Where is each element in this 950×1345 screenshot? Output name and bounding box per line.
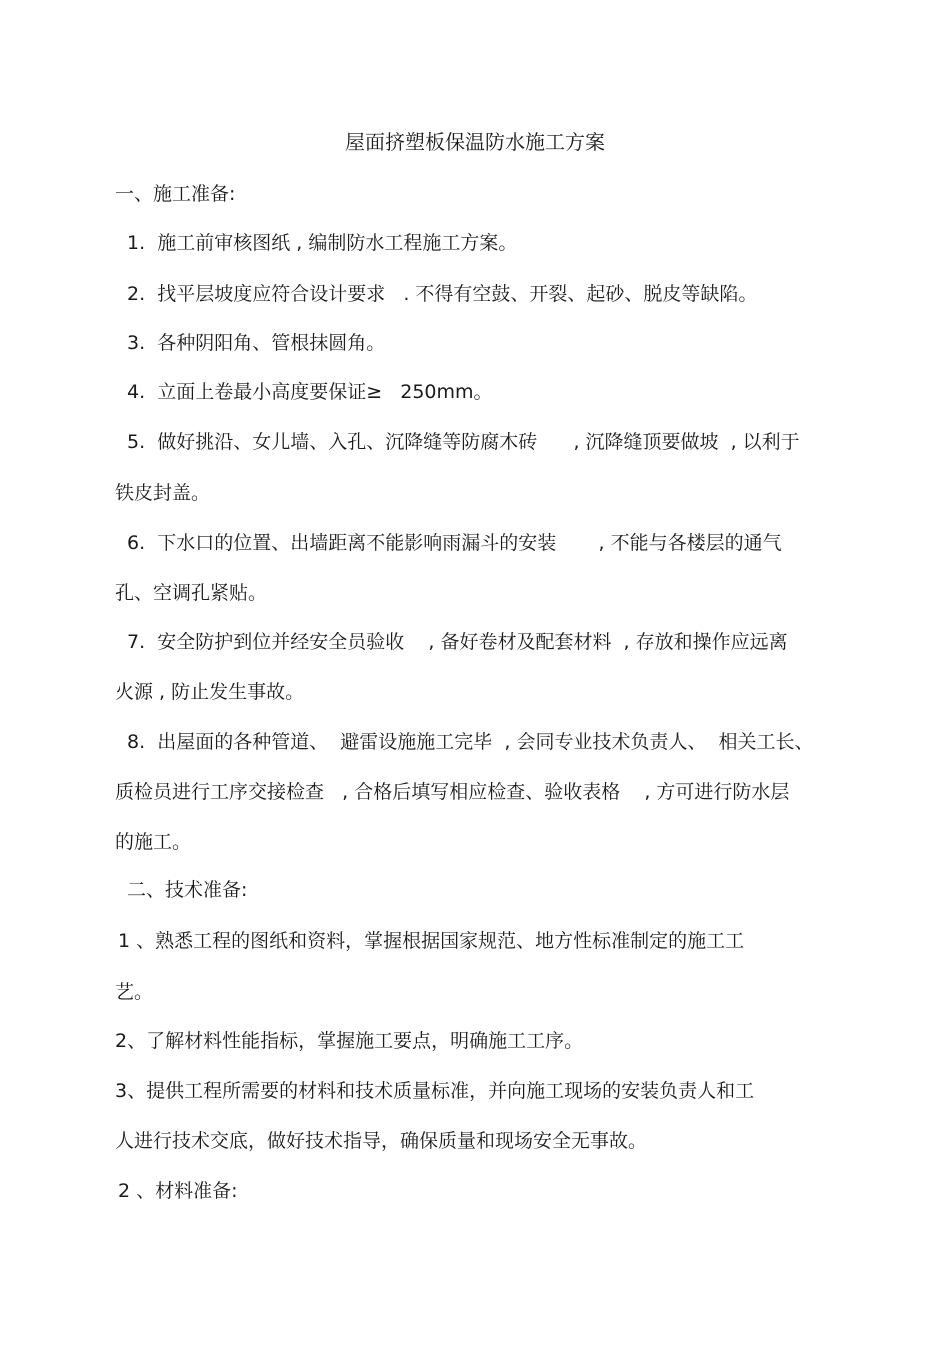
list-item: 5. 做好挑沿、女儿墙、入孔、沉降缝等防腐木砖 , 沉降缝顶要做坡 , 以利于	[127, 431, 800, 453]
section-heading-technical-prep: 二、技术准备:	[127, 879, 248, 901]
list-item-continuation: 火源 , 防止发生事故。	[115, 681, 305, 703]
list-item: 2. 找平层坡度应符合设计要求 . 不得有空鼓、开裂、起砂、脱皮等缺陷。	[127, 283, 758, 305]
list-item: 6. 下水口的位置、出墙距离不能影响雨漏斗的安装 , 不能与各楼层的通气	[127, 532, 782, 554]
list-item: 8. 出屋面的各种管道、 避雷设施施工完毕 , 会同专业技术负责人、 相关工长、	[127, 731, 814, 753]
list-item: 2、了解材料性能指标，掌握施工要点，明确施工工序。	[115, 1030, 584, 1052]
list-item: 3、提供工程所需要的材料和技术质量标准，并向施工现场的安装负责人和工	[115, 1080, 755, 1102]
list-item-continuation: 的施工。	[115, 831, 192, 853]
list-item-continuation: 铁皮封盖。	[115, 482, 211, 504]
page-title: 屋面挤塑板保温防水施工方案	[345, 130, 605, 154]
list-item: 1 、熟悉工程的图纸和资料，掌握根据国家规范、地方性标准制定的施工工	[118, 930, 745, 952]
list-item-continuation: 人进行技术交底，做好技术指导，确保质量和现场安全无事故。	[115, 1130, 648, 1152]
list-item: 7. 安全防护到位并经安全员验收 , 备好卷材及配套材料 , 存放和操作应远离	[127, 631, 788, 653]
list-item-continuation: 艺。	[115, 981, 154, 1003]
section-heading-construction-prep: 一、施工准备:	[115, 183, 236, 205]
list-item-continuation: 孔、空调孔紧贴。	[115, 582, 268, 604]
list-item: 4. 立面上卷最小高度要保证≥ 250mm。	[127, 381, 493, 403]
list-item: 1. 施工前审核图纸 , 编制防水工程施工方案。	[127, 232, 518, 254]
section-heading-material-prep: 2 、材料准备:	[118, 1180, 238, 1202]
list-item: 3. 各种阴阳角、管根抹圆角。	[127, 332, 386, 354]
list-item-continuation: 质检员进行工序交接检查 , 合格后填写相应检查、验收表格 , 方可进行防水层	[115, 781, 790, 803]
